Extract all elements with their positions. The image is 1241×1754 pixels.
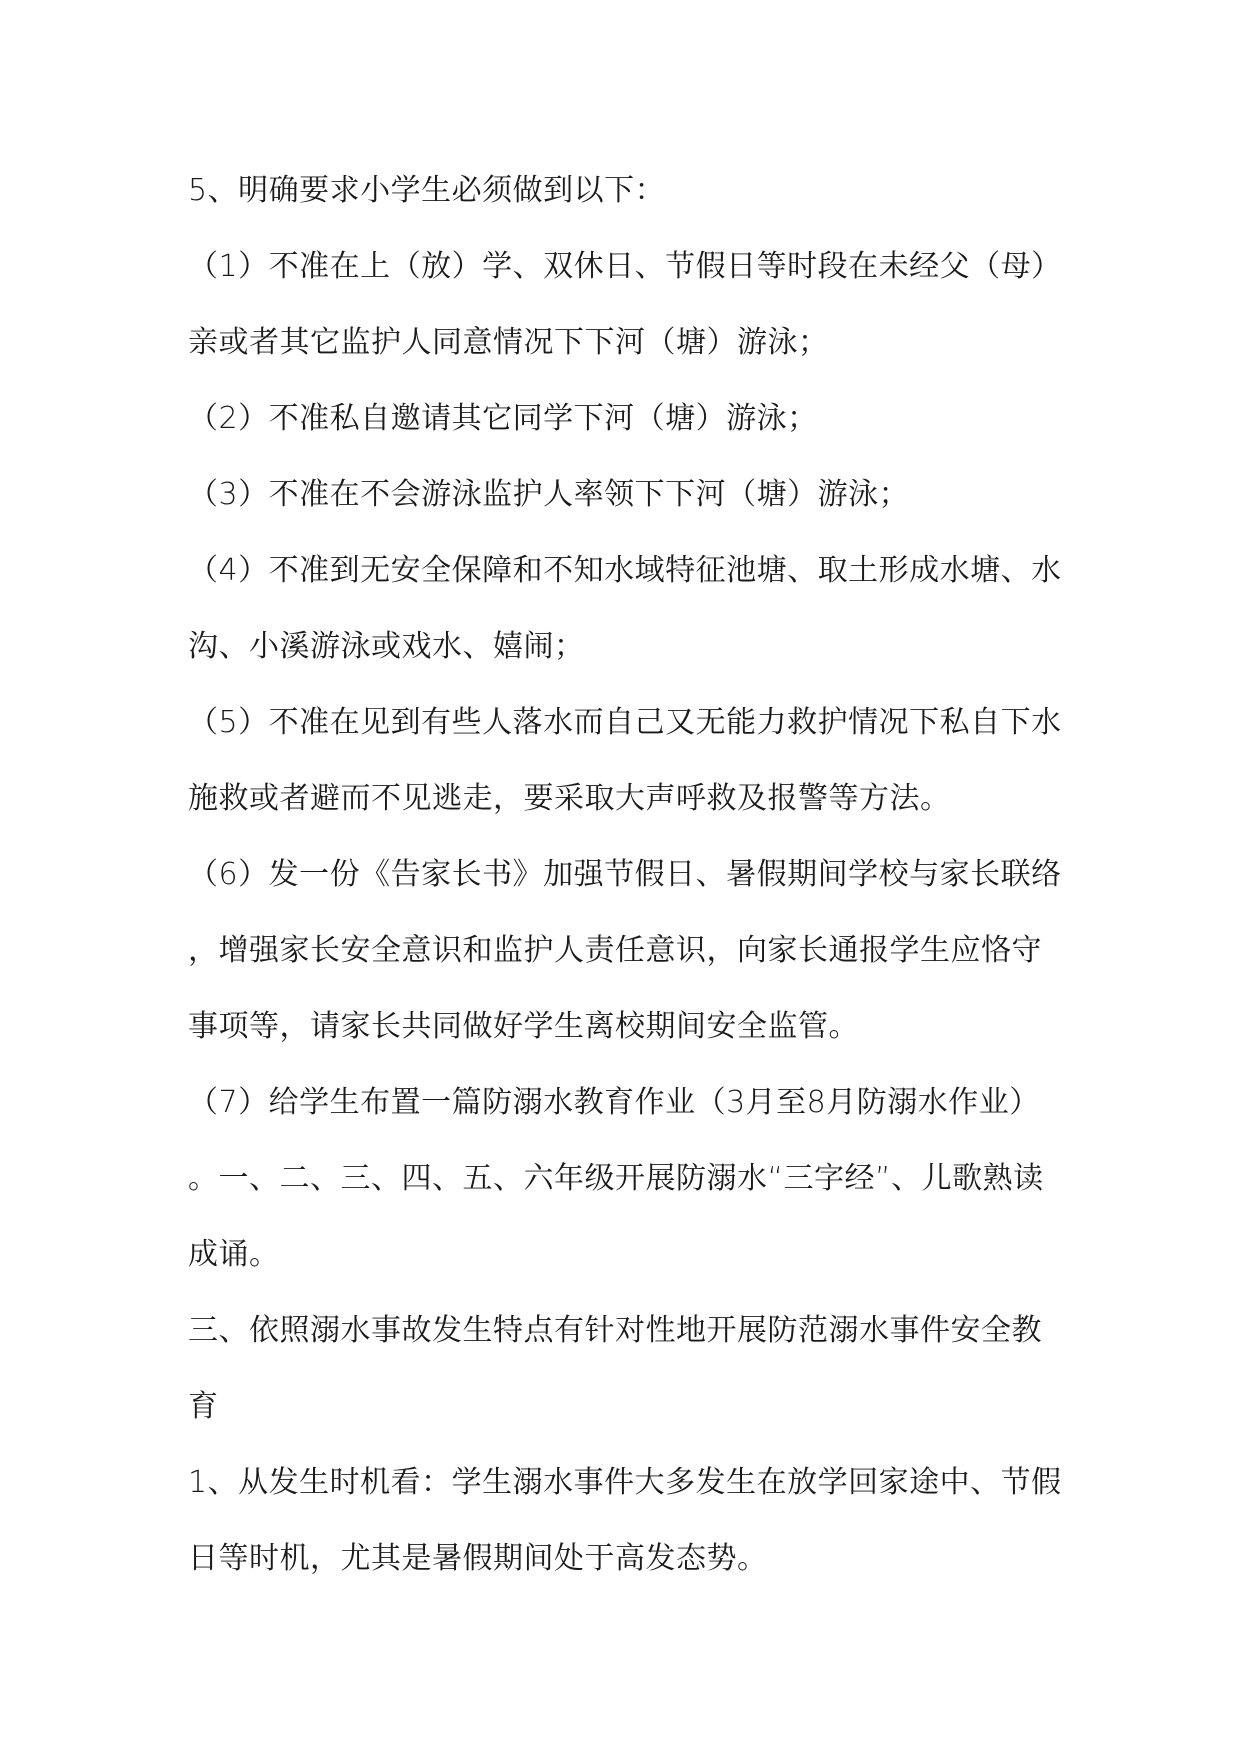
text-line: （5）不准在见到有些人落水而自己又无能力救护情况下私自下水: [188, 705, 1062, 740]
text-line: 亲或者其它监护人同意情况下下河（塘）游泳；: [188, 325, 829, 360]
text-line: 沟、小溪游泳或戏水、嬉闹；: [188, 629, 585, 664]
text-line: 育: [188, 1389, 219, 1424]
text-line: （4）不准到无安全保障和不知水域特征池塘、取土形成水塘、水: [188, 553, 1062, 588]
text-line: （6）发一份《告家长书》加强节假日、暑假期间学校与家长联络: [188, 857, 1062, 892]
document-body: [188, 165, 1068, 1609]
text-line: 。一、二、三、四、五、六年级开展防溺水“三字经”、儿歌熟读: [188, 1161, 1044, 1196]
text-line: （1）不准在上（放）学、双休日、节假日等时段在未经父（母）: [188, 249, 1062, 284]
text-line: 5、明确要求小学生必须做到以下：: [188, 173, 666, 208]
text-line: 成诵。: [188, 1237, 280, 1272]
text-line: 三、依照溺水事故发生特点有针对性地开展防范溺水事件安全教: [188, 1313, 1042, 1348]
text-line: （2）不准私自邀请其它同学下河（塘）游泳；: [188, 401, 818, 436]
text-line: （7）给学生布置一篇防溺水教育作业（3月至8月防溺水作业）: [188, 1085, 1040, 1120]
text-line: 1、从发生时机看：学生溺水事件大多发生在放学回家途中、节假: [188, 1465, 1062, 1500]
text-line: 施救或者避而不见逃走，要采取大声呼救及报警等方法。: [188, 781, 951, 816]
text-line: ，增强家长安全意识和监护人责任意识，向家长通报学生应恪守: [188, 933, 1042, 968]
text-line: （3）不准在不会游泳监护人率领下下河（塘）游泳；: [188, 477, 910, 512]
text-line: 日等时机，尤其是暑假期间处于高发态势。: [188, 1541, 768, 1576]
text-line: 事项等，请家长共同做好学生离校期间安全监管。: [188, 1009, 859, 1044]
